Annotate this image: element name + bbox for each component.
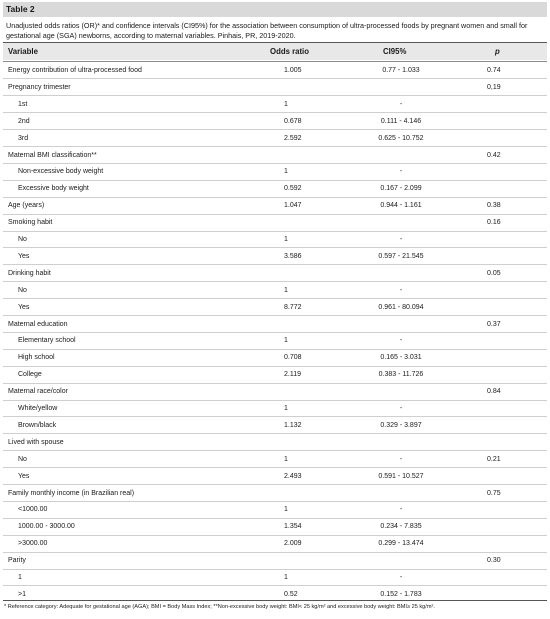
variable-cell: Maternal BMI classification**: [8, 151, 97, 159]
odds-ratio-cell: 1.132: [284, 421, 302, 429]
variable-cell: >1: [18, 590, 26, 598]
ci95-cell: -: [399, 405, 403, 412]
row-separator: [3, 383, 547, 384]
variable-cell: Yes: [18, 472, 30, 480]
odds-ratio-cell: 1: [284, 455, 288, 463]
variable-cell: 1000.00 - 3000.00: [18, 523, 75, 531]
ci95-cell: [351, 383, 451, 400]
odds-ratio-cell: 0.592: [284, 185, 302, 193]
row-separator: [3, 214, 547, 215]
row-separator: [3, 366, 547, 367]
row-separator: [3, 450, 547, 451]
variable-cell: High school: [18, 354, 55, 362]
row-separator: [3, 78, 547, 79]
row-separator: [3, 467, 547, 468]
table-row: [3, 400, 547, 417]
ci95-cell: [351, 79, 451, 96]
p-value-cell: 0,19: [487, 83, 501, 91]
ci95-cell: 0.329 - 3.897: [380, 421, 422, 429]
variable-cell: Elementary school: [18, 337, 76, 345]
ci95-cell: [351, 214, 451, 231]
odds-ratio-cell: 2.119: [284, 371, 301, 379]
row-separator: [3, 349, 547, 350]
ci95-cell: 0.234 - 7.835: [380, 523, 422, 531]
variable-cell: Non-excessive body weight: [18, 168, 104, 176]
column-header-odds-ratio: Odds ratio: [270, 47, 309, 56]
table-row: [3, 349, 547, 366]
odds-ratio-cell: 1.047: [284, 202, 302, 210]
ci95-cell: -: [399, 506, 403, 514]
table-row-group: [3, 147, 547, 164]
table-row: [3, 417, 547, 434]
table-row: [3, 451, 547, 468]
table-label: Table 2: [3, 2, 547, 17]
odds-ratio-cell: 1: [284, 100, 288, 108]
table-row-group: [3, 383, 547, 400]
odds-ratio-cell: 1: [284, 168, 288, 176]
variable-cell: 1: [18, 574, 22, 581]
variable-cell: No: [18, 236, 27, 243]
ci95-cell: 0.167 - 2.099: [380, 185, 422, 193]
odds-ratio-cell: 1: [284, 574, 288, 581]
odds-ratio-cell: 1: [284, 506, 288, 514]
ci95-cell: 0.152 - 1.783: [380, 590, 422, 598]
row-separator: [3, 180, 547, 181]
ci95-cell: -: [399, 455, 403, 463]
row-separator: [3, 416, 547, 417]
table-row: [3, 180, 547, 197]
table-row: [3, 96, 547, 113]
row-separator: [3, 95, 547, 96]
table-row: [3, 332, 547, 349]
variable-cell: Parity: [8, 557, 26, 565]
ci95-cell: -: [399, 286, 403, 294]
odds-ratio-cell: 1: [284, 236, 288, 243]
row-separator: [3, 585, 547, 586]
p-value-cell: 0.05: [487, 269, 501, 277]
p-value-cell: 0.30: [487, 557, 501, 565]
row-separator: [3, 298, 547, 299]
table-bottom-rule: [3, 600, 547, 601]
variable-cell: Excessive body weight: [18, 185, 89, 193]
variable-cell: Energy contribution of ultra-processed food: [8, 67, 142, 74]
odds-ratio-cell: 1.354: [284, 523, 302, 531]
row-separator: [3, 518, 547, 519]
p-value-cell: 0.16: [487, 219, 501, 227]
ci95-cell: 0.111 - 4.146: [380, 117, 422, 125]
row-separator: [3, 400, 547, 401]
odds-ratio-cell: 8.772: [284, 303, 302, 311]
table-row-group: [3, 197, 547, 214]
ci95-cell: -: [399, 574, 403, 581]
variable-cell: Maternal education: [8, 320, 68, 328]
table-row: [3, 535, 547, 552]
table-row: [3, 366, 547, 383]
ci95-cell: [351, 485, 451, 502]
table-row-group: [3, 485, 547, 502]
table-row-group: [3, 434, 547, 451]
column-header-p: p: [495, 47, 500, 56]
ci95-cell: 0.299 - 13.474: [378, 540, 424, 548]
odds-ratio-cell: 1.005: [284, 67, 302, 74]
variable-cell: Pregnancy trimester: [8, 83, 71, 91]
table-row: [3, 248, 547, 265]
p-value-cell: 0.84: [487, 388, 501, 396]
row-separator: [3, 197, 547, 198]
variable-cell: Maternal race/color: [8, 388, 68, 396]
ci95-cell: -: [399, 236, 403, 243]
row-separator: [3, 332, 547, 333]
table-footnote: * Reference category: Adequate for gestational age (AGA); BMI = Body Mass Index; **Non-excessive body weight: BMI< 25 kg/m² and excessive body weight: BMI≥ 25 kg/m².: [4, 604, 435, 610]
table-row-group: [3, 265, 547, 282]
row-separator: [3, 501, 547, 502]
p-value-cell: 0.42: [487, 151, 501, 159]
p-value-cell: 0.75: [487, 489, 501, 497]
row-separator: [3, 163, 547, 164]
column-header-ci95: CI95%: [383, 47, 407, 56]
p-value-cell: 0.74: [487, 67, 501, 74]
table-row: [3, 468, 547, 485]
row-separator: [3, 433, 547, 434]
variable-cell: College: [18, 371, 42, 379]
variable-cell: 2nd: [18, 117, 30, 125]
ci95-cell: [351, 552, 451, 569]
variable-cell: Lived with spouse: [8, 438, 64, 446]
row-separator: [3, 569, 547, 570]
row-separator: [3, 231, 547, 232]
odds-ratio-cell: 2.592: [284, 134, 302, 142]
table-row: [3, 501, 547, 518]
table-row: [3, 569, 547, 586]
ci95-cell: 0.77 - 1.033: [382, 67, 420, 74]
header-row: [3, 43, 547, 60]
odds-ratio-cell: 1: [284, 337, 288, 345]
variable-cell: Yes: [18, 303, 30, 311]
row-separator: [3, 535, 547, 536]
table-row: [3, 163, 547, 180]
odds-ratio-cell: 2.009: [284, 540, 302, 548]
variable-cell: >3000.00: [18, 540, 48, 548]
row-separator: [3, 264, 547, 265]
ci95-cell: 0.165 - 3.031: [380, 354, 422, 362]
table-row: [3, 231, 547, 248]
ci95-cell: 0.961 - 80.094: [378, 303, 424, 311]
table-row-group: [3, 62, 547, 79]
ci95-cell: [351, 316, 451, 333]
ci95-cell: [351, 434, 451, 451]
ci95-cell: [351, 265, 451, 282]
variable-cell: 1st: [18, 100, 28, 108]
table-row: [3, 518, 547, 535]
ci95-cell: 0.597 - 21.545: [378, 252, 424, 260]
odds-ratio-cell: 2.493: [284, 472, 302, 480]
odds-ratio-cell: 1: [284, 286, 288, 294]
table-row-group: [3, 316, 547, 333]
variable-cell: No: [18, 455, 27, 463]
table-caption: Unadjusted odds ratios (OR)* and confidence intervals (CI95%) for the association between consumption of ultra-processed foods by pregnant women and small for gestational age (SGA) newborns, according to maternal variables. Pinhais, PR, 2019-2020.: [6, 21, 528, 40]
ci95-cell: -: [399, 337, 403, 345]
p-value-cell: 0.21: [487, 455, 501, 463]
odds-ratio-cell: 0.708: [284, 354, 302, 362]
row-separator: [3, 112, 547, 113]
ci95-cell: -: [399, 168, 403, 176]
table-row: [3, 130, 547, 147]
odds-ratio-cell: 3.586: [284, 252, 302, 260]
row-separator: [3, 247, 547, 248]
table-row-group: [3, 552, 547, 569]
variable-cell: Age (years): [8, 202, 45, 210]
ci95-cell: 0.625 - 10.752: [378, 134, 424, 142]
variable-cell: 3rd: [18, 134, 29, 142]
ci95-cell: 0.944 - 1.161: [380, 202, 422, 210]
odds-ratio-cell: 1: [284, 405, 288, 412]
table-row: [3, 299, 547, 316]
variable-cell: Drinking habit: [8, 269, 51, 277]
row-separator: [3, 129, 547, 130]
variable-cell: Family monthly income (in Brazilian real): [8, 489, 135, 497]
variable-cell: Brown/black: [18, 421, 57, 429]
table-row: [3, 113, 547, 130]
row-separator: [3, 281, 547, 282]
ci95-cell: [351, 147, 451, 164]
variable-cell: Smoking habit: [8, 219, 53, 227]
variable-cell: White/yellow: [18, 405, 58, 412]
table-row-group: [3, 79, 547, 96]
odds-ratio-cell: 0.678: [284, 117, 302, 125]
p-value-cell: 0.38: [487, 202, 501, 210]
variable-cell: No: [18, 286, 27, 294]
row-separator: [3, 315, 547, 316]
ci95-cell: 0.591 - 10.527: [378, 472, 424, 480]
row-separator: [3, 552, 547, 553]
table-row-group: [3, 214, 547, 231]
p-value-cell: 0.37: [487, 320, 501, 328]
column-header-variable: Variable: [8, 47, 38, 56]
row-separator: [3, 146, 547, 147]
variable-cell: Yes: [18, 252, 30, 260]
variable-cell: <1000.00: [18, 506, 48, 514]
row-separator: [3, 484, 547, 485]
table-row: [3, 282, 547, 299]
ci95-cell: -: [399, 100, 403, 108]
odds-ratio-cell: 0.52: [284, 590, 298, 598]
ci95-cell: 0.383 - 11.726: [378, 371, 424, 379]
